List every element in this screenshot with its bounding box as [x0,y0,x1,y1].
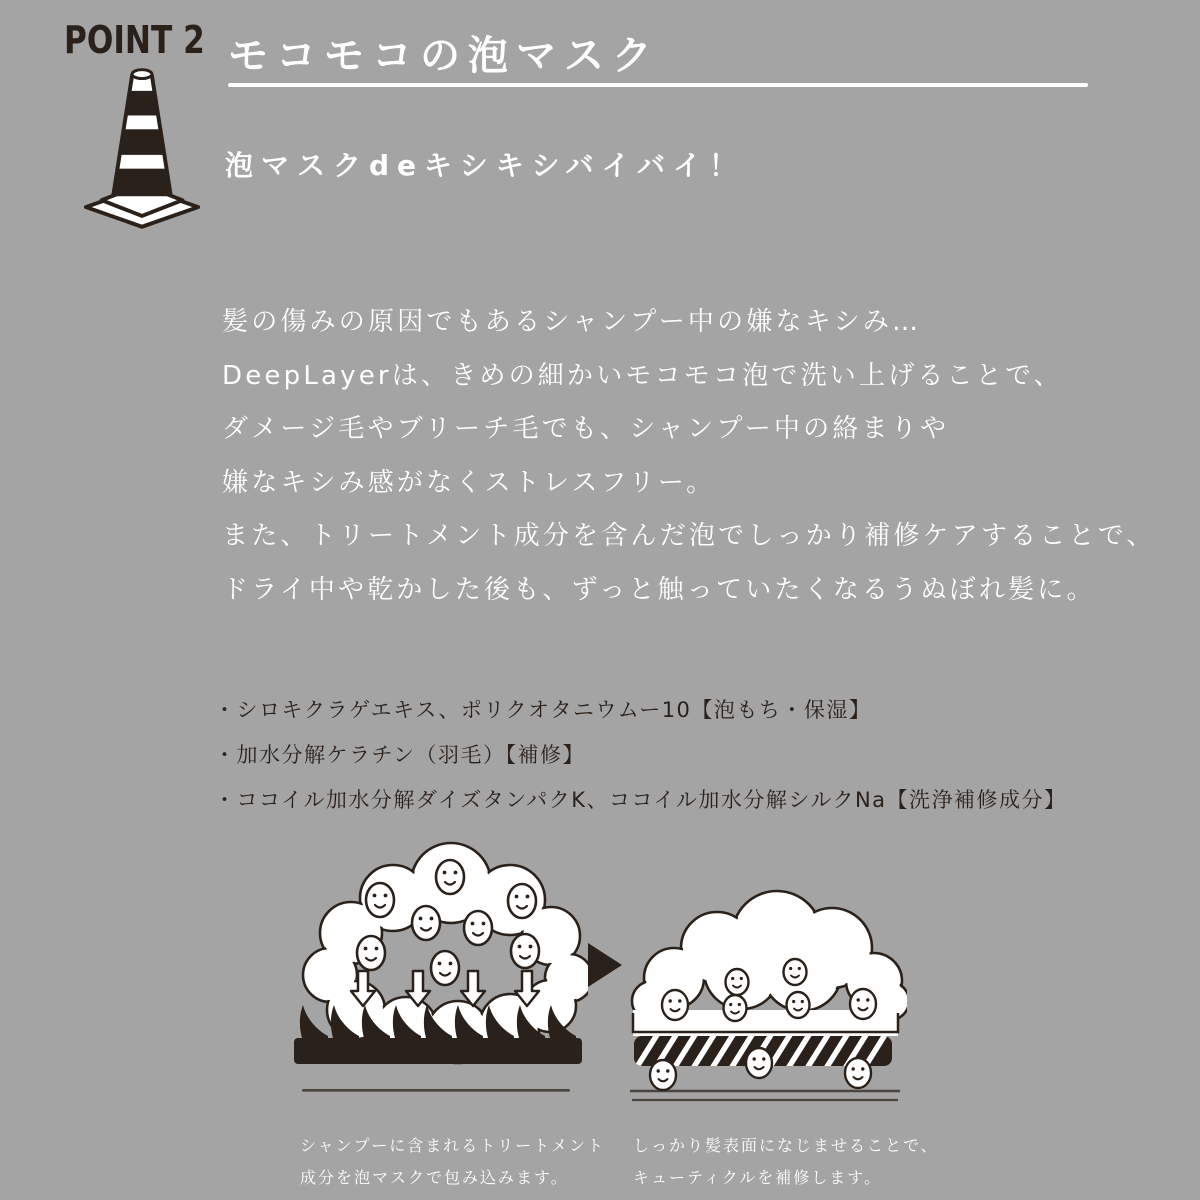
ingredient-item: ・ココイル加水分解ダイズタンパクK、ココイル加水分解シルクNa【洗浄補修成分】 [214,788,1067,812]
foam-mask-after-illustration [622,886,907,1111]
ingredients-list [214,688,1067,823]
foam-mask-before-illustration [288,838,588,1103]
caption-line: キューティクルを補修します。 [633,1168,882,1187]
body-line: ダメージ毛やブリーチ毛でも、シャンプー中の絡まりや [222,414,950,444]
right-triangle-arrow-icon [588,943,622,987]
caption-line: シャンプーに含まれるトリートメント [300,1136,606,1155]
body-paragraph [222,296,1156,617]
body-line: 嫌なキシみ感がなくストレスフリー。 [222,467,716,498]
caption-line: しっかり髪表面になじませることで、 [633,1136,939,1155]
ingredient-item: ・加水分解ケラチン（羽毛）【補修】 [214,743,585,767]
title-underline [228,83,1088,87]
before-caption [300,1130,605,1194]
ingredient-item: ・シロキクラゲエキス、ポリクオタニウムー10【泡もち・保湿】 [214,698,872,722]
caption-line: 成分を泡マスクで包み込みます。 [300,1168,569,1187]
after-caption [633,1130,939,1194]
body-line: DeepLayerは、きめの細かいモコモコ泡で洗い上げることで、 [222,360,1063,391]
body-line: ドライ中や乾かした後も、ずっと触っていたくなるうぬぼれ髪に。 [222,574,1096,605]
point-label: POINT 2 [64,18,205,62]
section-subtitle: 泡マスクdeキシキシバイバイ！ [225,149,745,182]
body-line: また、トリートメント成分を含んだ泡でしっかり補修ケアすることで、 [222,521,1156,551]
traffic-cone-icon [78,62,206,232]
hair-shaft-line [302,1089,570,1092]
section-title: モコモコの泡マスク [228,33,660,79]
body-line: 髪の傷みの原因でもあるシャンプー中の嫌なキシみ… [222,307,922,337]
